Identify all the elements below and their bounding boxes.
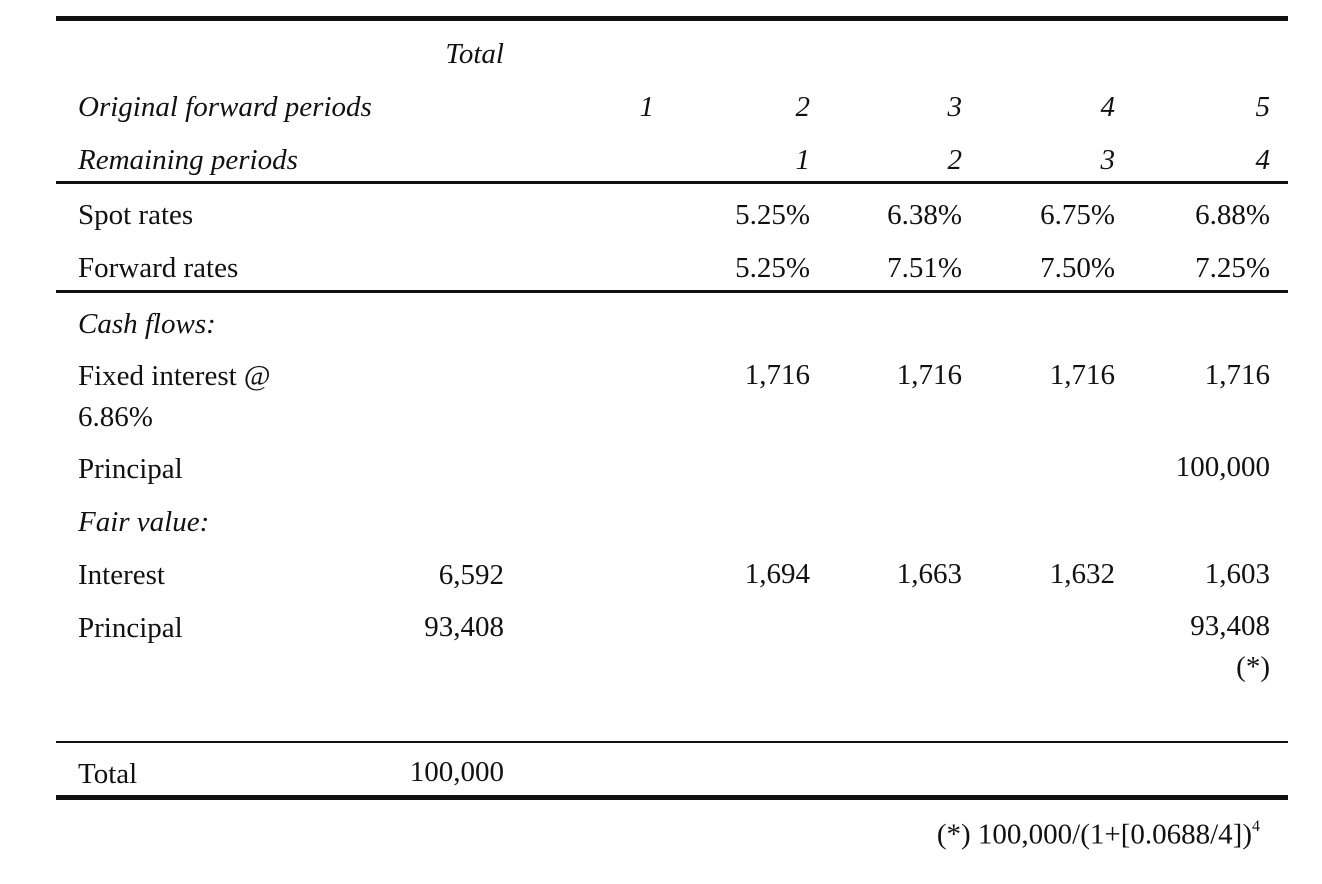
fair-value-principal-label: Principal [78,612,183,644]
footnote-exponent: 4 [1252,818,1260,835]
fair-value-principal-note: (*) [1236,651,1270,683]
remaining-period-1: 1 [795,144,810,176]
fair-value-interest-3: 1,632 [1049,558,1115,590]
forward-rate-2: 7.51% [887,252,962,284]
total-label: Total [78,758,138,790]
cash-flow-principal-value: 100,000 [1175,451,1270,483]
total-column-header: Total [445,38,504,70]
fair-value-heading: Fair value: [78,506,210,538]
cash-flows-heading: Cash flows: [78,308,216,340]
fixed-interest-label: Fixed interest @ [78,360,271,392]
cash-flow-principal-label: Principal [78,453,183,485]
fair-value-interest-total: 6,592 [438,559,504,591]
rates-divider [56,290,1288,293]
original-period-2: 2 [795,91,810,123]
remaining-periods-label: Remaining periods [78,144,298,176]
fair-value-interest-label: Interest [78,559,165,591]
original-period-5: 5 [1255,91,1270,123]
fair-value-interest-1: 1,694 [744,558,810,590]
remaining-period-2: 2 [947,144,962,176]
fixed-interest-2: 1,716 [896,359,962,391]
remaining-period-3: 3 [1100,144,1115,176]
remaining-period-4: 4 [1255,144,1270,176]
original-period-3: 3 [947,91,962,123]
original-period-1: 1 [639,91,654,123]
fair-value-principal-value: 93,408 [1190,610,1270,642]
table-top-rule [56,16,1288,21]
footnote-text: (*) 100,000/(1+[0.0688/4]) [936,818,1252,851]
total-value: 100,000 [409,756,504,788]
forward-rates-label: Forward rates [78,252,239,284]
spot-rates-label: Spot rates [78,199,194,231]
fixed-interest-4: 1,716 [1204,359,1270,391]
total-top-rule [56,741,1288,743]
spot-rate-1: 5.25% [735,199,810,231]
footnote [937,812,1260,852]
spot-rate-3: 6.75% [1040,199,1115,231]
fixed-interest-3: 1,716 [1049,359,1115,391]
spot-rate-4: 6.88% [1195,199,1270,231]
fixed-interest-rate-label: 6.86% [78,401,153,433]
fair-value-interest-2: 1,663 [896,558,962,590]
spot-rate-2: 6.38% [887,199,962,231]
table-bottom-rule [56,795,1288,800]
forward-rate-3: 7.50% [1040,252,1115,284]
original-period-4: 4 [1100,91,1115,123]
fixed-interest-1: 1,716 [744,359,810,391]
fair-value-principal-total: 93,408 [424,611,504,643]
fair-value-interest-4: 1,603 [1204,558,1270,590]
original-periods-label: Original forward periods [78,91,372,123]
header-divider [56,181,1288,184]
forward-rate-1: 5.25% [735,252,810,284]
forward-rate-4: 7.25% [1195,252,1270,284]
